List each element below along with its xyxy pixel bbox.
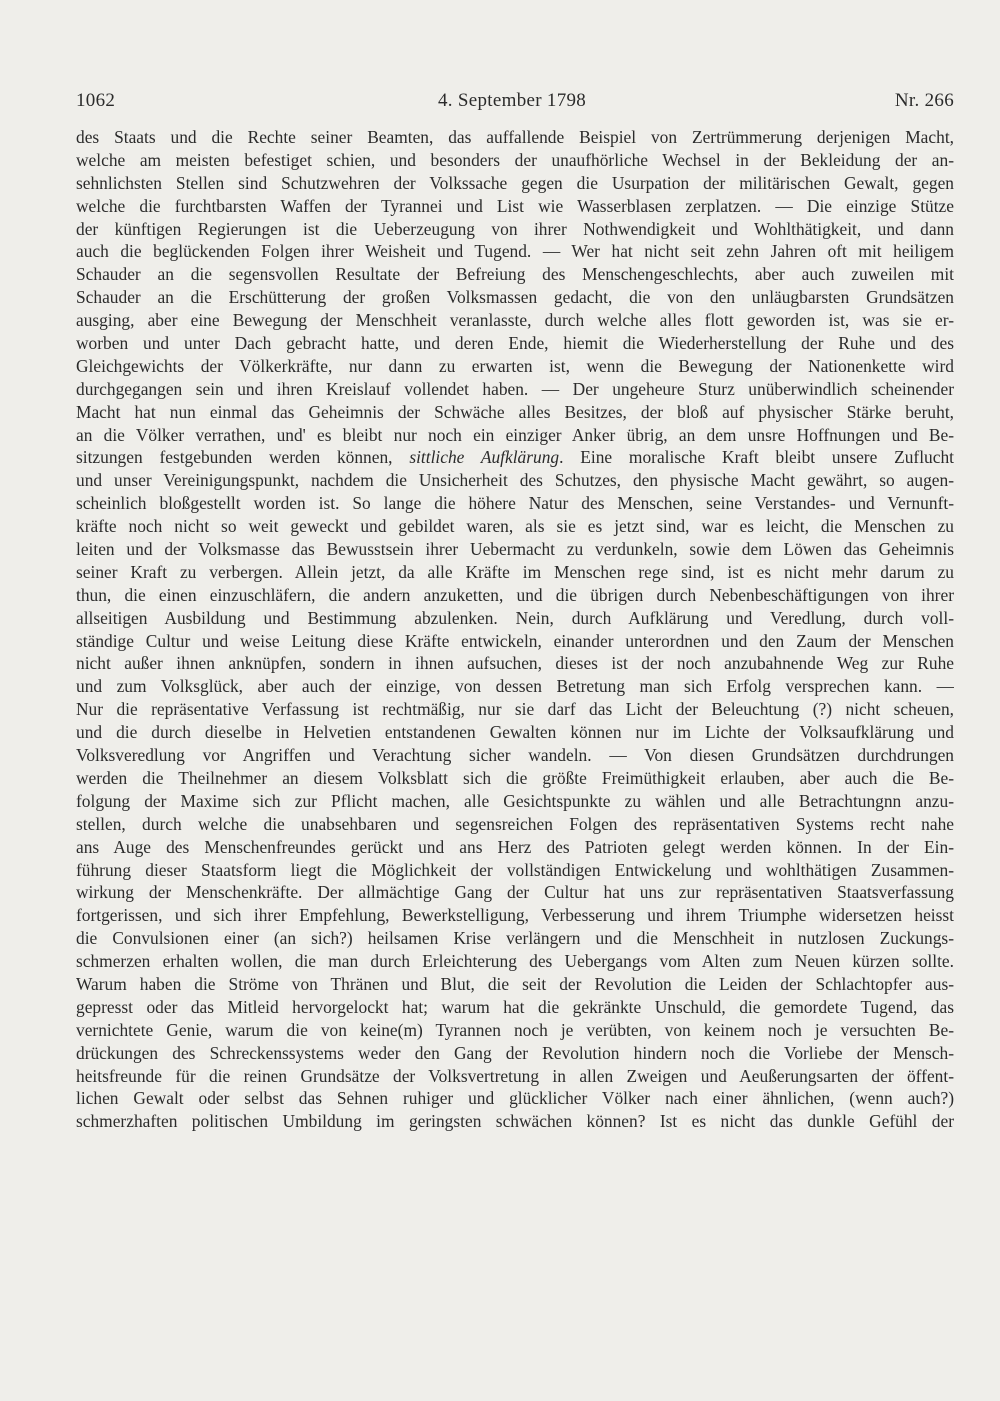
text-line: scheinlich bloßgestellt worden ist. So lange die höhere Natur des Menschen, seine Verstandes- und Vernunft- <box>76 493 954 514</box>
text-line: folgung der Maxime sich zur Pflicht machen, alle Gesichtspunkte zu wählen und alle Betrachtungnn anzu- <box>76 790 954 811</box>
text-line: welche die furchtbarsten Waffen der Tyrannei und List wie Wasserblasen zerplatzen. — Die einzige Stütze <box>76 195 954 216</box>
text-line: kräfte noch nicht so weit geweckt und gebildet waren, als sie es jetzt sind, war es leicht, die Menschen zu <box>76 516 954 537</box>
text-line: durchgegangen sein und ihren Kreislauf vollendet haben. — Der ungeheure Sturz unüberwindlich scheinender <box>76 378 954 399</box>
italic-emphasis: sittliche Aufklärung <box>409 447 560 468</box>
text-line: die Convulsionen einer (an sich?) heilsamen Krise verlängern und die Menschheit in nutzlosen Zuckungs- <box>76 928 954 949</box>
text-line: thun, die einen einzuschläfern, die andern anzuketten, und die übrigen durch Nebenbeschäftigungen von ihrer <box>76 584 954 605</box>
text-line: Warum haben die Ströme von Thränen und Blut, die seit der Revolution die Leiden der Schlachtopfer aus- <box>76 973 954 994</box>
text-line: stellen, durch welche die unabsehbaren und segensreichen Folgen des repräsentativen Systems recht nahe <box>76 813 954 834</box>
text-line: an die Völker verrathen, und' es bleibt nur noch ein einziger Anker übrig, an dem unsre Hoffnungen und Be- <box>76 424 954 445</box>
text-line: ständige Cultur und weise Leitung diese Kräfte entwickeln, einander unterordnen und den Zaum der Menschen <box>76 630 954 651</box>
text-line: und unser Vereinigungspunkt, nachdem die Unsicherheit des Schutzes, den physische Macht gewährt, so augen- <box>76 470 954 491</box>
text-line: fortgerissen, und sich ihrer Empfehlung, Bewerkstelligung, Verbesserung und ihrem Triumphe widersetzen heisst <box>76 905 954 926</box>
page-header <box>76 90 954 116</box>
text-segment: sitzungen festgebunden werden können, <box>76 447 410 468</box>
text-line: schmerzen erhalten wollen, die man durch Erleichterung des Uebergangs vom Alten zum Neuen kürzen sollte. <box>76 951 954 972</box>
text-segment: . Eine moralische Kraft bleibt unsere Zuflucht <box>559 447 954 468</box>
text-line: wirkung der Menschenkräfte. Der allmächtige Gang der Cultur hat uns zur repräsentativen Staatsverfassung <box>76 882 954 903</box>
text-line: nicht außer ihnen anknüpfen, sondern in ihnen aufsuchen, dieses ist der noch anzubahnende Weg zur Ruhe <box>76 653 954 674</box>
text-line: werden die Theilnehmer an diesem Volksblatt sich die größte Freimüthigkeit erlauben, aber auch die Be- <box>76 767 954 788</box>
text-line: Nur die repräsentative Verfassung ist rechtmäßig, nur sie darf das Licht der Beleuchtung (?) nicht scheuen, <box>76 699 954 720</box>
text-line: ausging, aber eine Bewegung der Menschheit veranlasste, durch welche alles flott geworden ist, was sie er- <box>76 310 954 331</box>
text-line: Macht hat nun einmal das Geheimnis der Schwäche alles Besitzes, der bloß auf physischer Stärke beruht, <box>76 401 954 422</box>
text-line: führung dieser Staatsform liegt die Möglichkeit der vollständigen Entwickelung und wohlthätigen Zusammen- <box>76 859 954 880</box>
issue-date: 4. September 1798 <box>438 90 587 111</box>
text-line: gepresst oder das Mitleid hervorgelockt hat; warum hat die gekränkte Unschuld, die gemordete Tugend, das <box>76 996 954 1017</box>
text-line: auch die beglückenden Folgen ihrer Weisheit und Tugend. — Wer hat nicht seit zehn Jahren oft mit heiligem <box>76 241 954 262</box>
page-number: 1062 <box>76 90 116 111</box>
text-line: worben und unter Dach gebracht hatte, und deren Ende, hiemit die Wiederherstellung der Ruhe und des <box>76 333 954 354</box>
text-line: sehnlichsten Stellen sind Schutzwehren der Volkssache gegen die Usurpation der militärischen Gewalt, gegen <box>76 172 954 193</box>
text-line: ans Auge des Menschenfreundes gerückt und ans Herz des Patrioten gelegt werden können. In der Ein- <box>76 836 954 857</box>
text-line: seiner Kraft zu verbergen. Allein jetzt, da alle Kräfte im Menschen rege sind, ist es nicht mehr darum zu <box>76 561 954 582</box>
text-line: vernichtete Genie, warum die von keine(m) Tyrannen noch je verübten, von keinem noch je versuchten Be- <box>76 1019 954 1040</box>
text-line: schmerzhaften politischen Umbildung im geringsten schwächen können? Ist es nicht das dunkle Gefühl der <box>76 1111 954 1132</box>
text-line: lichen Gewalt oder selbst das Sehnen ruhiger und glücklicher Völker nach einer ähnlichen, (wenn auch?) <box>76 1088 954 1109</box>
text-line: und die durch dieselbe in Helvetien entstandenen Gewalten können nur im Lichte der Volksaufklärung und <box>76 722 954 743</box>
text-line: Schauder an die segensvollen Resultate der Befreiung des Menschengeschlechts, aber auch zuweilen mit <box>76 264 954 285</box>
text-line <box>76 446 954 469</box>
issue-number: Nr. 266 <box>894 90 954 111</box>
text-line: Schauder an die Erschütterung der großen Volksmassen gedacht, die von den unläugbarsten Grundsätzen <box>76 287 954 308</box>
text-line: welche am meisten befestiget schien, und besonders der unaufhörliche Wechsel in der Bekleidung der an- <box>76 149 954 170</box>
text-line: drückungen des Schreckenssystems weder den Gang der Revolution hindern noch die Vorliebe der Mensch- <box>76 1042 954 1063</box>
article-body <box>76 126 954 1133</box>
text-line: der künftigen Regierungen ist die Ueberzeugung von ihrer Nothwendigkeit und Wohlthätigkeit, und dann <box>76 218 954 239</box>
text-line: und zum Volksglück, aber auch der einzige, von dessen Betretung man sich Erfolg versprechen kann. — <box>76 676 954 697</box>
text-line: Gleichgewichts der Völkerkräfte, nur dann zu erwarten ist, wenn die Bewegung der Nationenkette wird <box>76 355 954 376</box>
text-line: allseitigen Ausbildung und Bestimmung abzulenken. Nein, durch Aufklärung und Veredlung, durch voll- <box>76 607 954 628</box>
text-line: leiten und der Volksmasse das Bewusstsein ihrer Uebermacht zu verdunkeln, sowie dem Löwen das Geheimnis <box>76 539 954 560</box>
text-line: des Staats und die Rechte seiner Beamten, das auffallende Beispiel von Zertrümmerung derjenigen Macht, <box>76 127 954 147</box>
text-line: heitsfreunde für die reinen Grundsätze der Volksvertretung in allen Zweigen und Aeußerungsarten der öffent- <box>76 1065 954 1086</box>
text-line: Volksveredlung vor Angriffen und Verachtung sicher wandeln. — Von diesen Grundsätzen durchdrungen <box>76 745 954 766</box>
